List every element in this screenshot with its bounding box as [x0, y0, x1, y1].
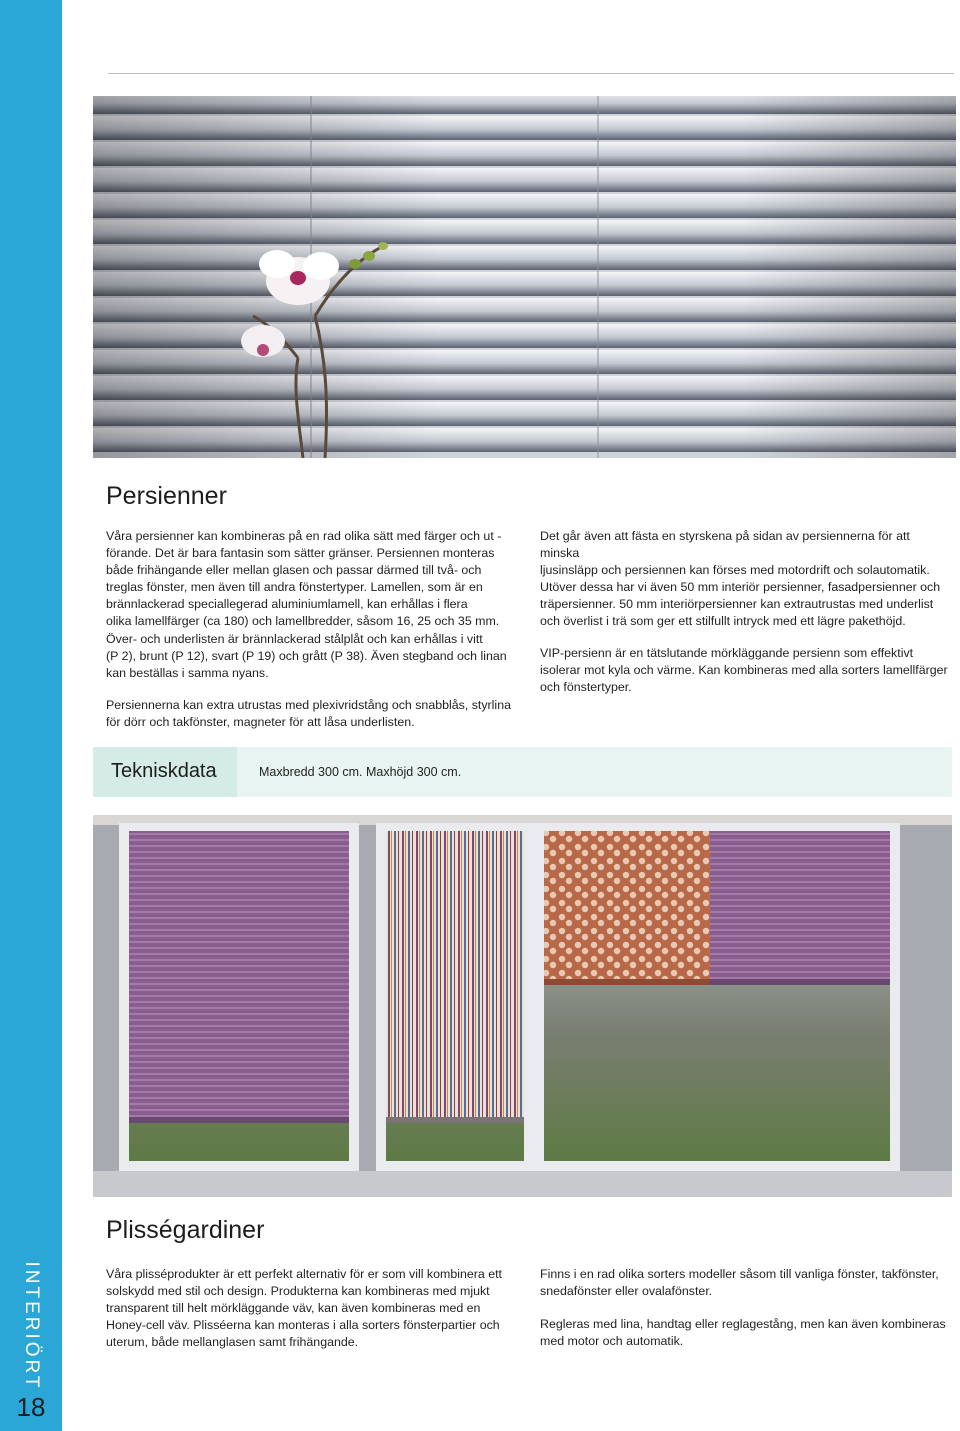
text-line: Våra plisséprodukter är ett perfekt alternativ för er som vill kombinera ett [106, 1267, 502, 1281]
persienner-title: Persienner [106, 482, 227, 510]
text-line: solskydd med stil och design. Produkterna kan kombineras med mjukt [106, 1284, 490, 1299]
text-line: treglas fönster, men även till andra fönstertyper. Lamellen, som är en [106, 580, 483, 595]
sidebar [0, 0, 62, 1431]
text-line: isolerar mot kyla och värme. Kan kombineras med alla sorters lamellfärger [540, 662, 948, 677]
text-line: och överlist i trä som ger ett stilfullt intryck med ett lägre pakethöjd. [540, 614, 906, 629]
text-line: både frihängande eller mellan glasen och passar därmed till två- och [106, 563, 482, 578]
text-line: Finns i en rad olika sorters modeller såsom till vanliga fönster, takfönster, [540, 1267, 939, 1281]
venetian-blinds-photo [93, 96, 956, 458]
pleated-shades-illustration [93, 815, 952, 1197]
text-line: Honey-cell väv. Plisséerna kan monteras i alla sorters fönsterpartier och [106, 1318, 500, 1333]
text-line: olika lamellfärger (ca 180) och lamellbredder, såsom 16, 25 och 35 mm. [106, 614, 500, 629]
text-line: (P 2), brunt (P 12), svart (P 19) och grått (P 38). Även stegband och linan [106, 648, 507, 663]
text-line: transparent till helt mörkläggande väv, kan även kombineras med en [106, 1301, 481, 1316]
text-line: förande. Det är bara fantasin som sätter gränser. Persiennen monteras [106, 546, 495, 561]
persienner-text-extra [106, 697, 526, 731]
text-line: brännlackerad speciallegerad aluminiumlamell, kan erhållas i flera [106, 597, 468, 612]
text-line: kan beställas i samma nyans. [106, 665, 269, 680]
text-line: Utöver dessa har vi även 50 mm interiör persienner, fasadpersienner och [540, 580, 941, 595]
text-line: Det går även att fästa en styrskena på sidan av persiennerna för att minska [540, 529, 910, 561]
text-line: och fönstertyper. [540, 679, 632, 694]
tekniskdata-value: Maxbredd 300 cm. Maxhöjd 300 cm. [259, 765, 462, 779]
text-line: med motor och automatik. [540, 1334, 684, 1349]
text-line: träpersienner. 50 mm interiörpersienner kan extrautrustas med underlist [540, 597, 934, 612]
tekniskdata-box [93, 747, 952, 797]
persienner-text-col1 [106, 528, 526, 682]
text-line: VIP-persienn är en tätslutande mörkläggande persienn som effektivt [540, 645, 914, 660]
text-line: Över- och underlisten är brännlackerad stålplåt och kan erhållas i vitt [106, 631, 483, 646]
text-line: uterum, både mellanglasen samt frihängande. [106, 1335, 359, 1350]
plisse-text-col1 [106, 1266, 526, 1351]
top-rule [108, 73, 954, 74]
pleated-shades-photo [93, 815, 952, 1197]
tekniskdata-label: Tekniskdata [111, 760, 217, 782]
text-line: Regleras med lina, handtag eller reglagestång, men kan även kombineras [540, 1317, 946, 1332]
venetian-blinds-illustration [93, 96, 956, 458]
persienner-text-col2 [540, 528, 950, 696]
page-number: 18 [16, 1392, 46, 1422]
plisse-text-col2 [540, 1266, 950, 1350]
text-line: för dörr och takfönster, magneter för att låsa underlisten. [106, 715, 415, 730]
plissegardiner-title: Plisségardiner [106, 1216, 265, 1244]
text-line: Våra persienner kan kombineras på en rad olika sätt med färger och ut - [106, 529, 502, 543]
text-line: ljusinsläpp och persiennen kan förses med motordrift och solautomatik. [540, 563, 930, 578]
section-label: INTERIÖRT [21, 1261, 42, 1391]
text-line: Persiennerna kan extra utrustas med plexivridstång och snabblås, styrlina [106, 698, 511, 712]
text-line: snedafönster eller ovalafönster. [540, 1284, 713, 1299]
